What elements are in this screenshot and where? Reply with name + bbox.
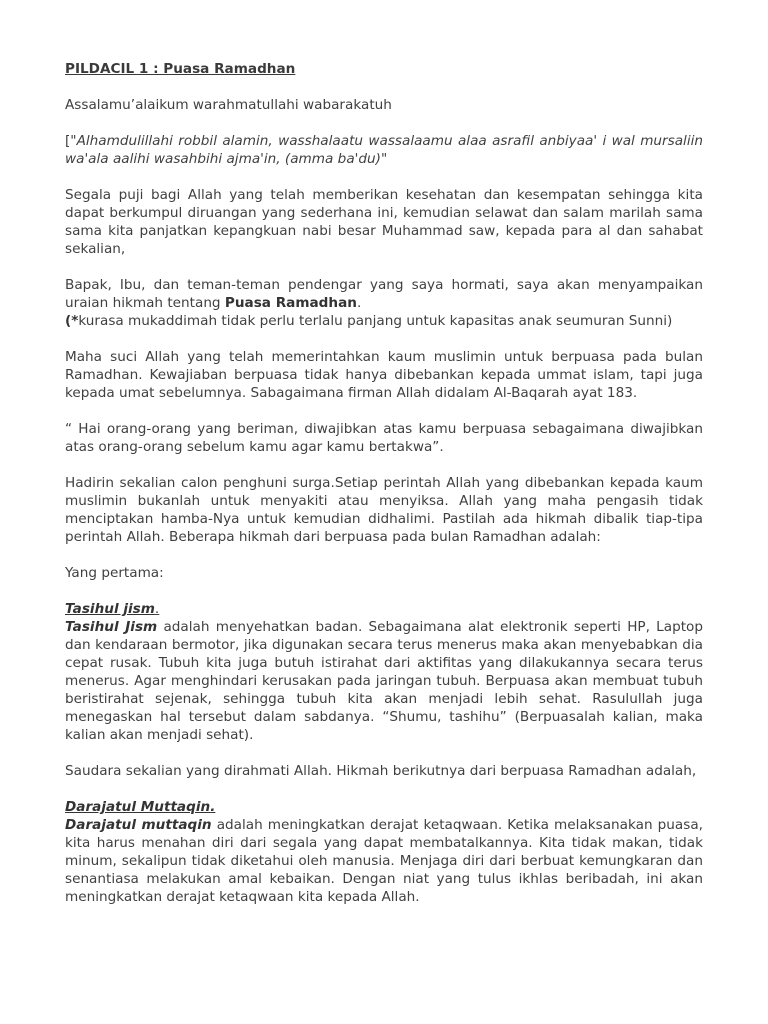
arabic-opening [65,132,703,168]
document-page [65,60,703,924]
section-heading-darajatul [65,798,703,816]
note-text: kurasa mukaddimah tidak perlu terlalu panjang untuk kapasitas anak seumuran Sunni) [78,313,673,329]
section-tasihul-jism [65,600,703,744]
section-darajatul-muttaqin [65,798,703,906]
note-open-paren: ( [65,313,72,329]
section-body-tasihul: adalah menyehatkan badan. Sebagaimana alat elektronik seperti HP, Laptop dan kendaraan bermotor, jika digunakan secara terus menerus maka akan menyebabkan dia cepat rusak. Tubuh kita juga butuh istirahat dari aktifitas yang dilakukannya secara terus menerus. Agar menghindari kerusakan pada jaringan tubuh. Berpuasa akan membuat tubuh beristirahat sejenak, sehingga tubuh kita akan menjadi lebih sehat. Rasulullah juga menegaskan hal tersebut dalam sabdanya. “Shumu, tashihu” (Berpuasalah kalian, maka kalian akan menjadi sehat). [65,619,703,743]
arabic-text: Alhamdulillahi robbil alamin, wasshalaatu wassalaamu alaa asrafil anbiyaa' i wal mursaliin wa'ala aalihi wasahbihi ajma'in, (amma ba'du) [65,133,703,167]
paragraph-first: Yang pertama: [65,565,164,581]
paragraph-praise: Segala puji bagi Allah yang telah memberikan kesehatan dan kesempatan sehingga kita dapat berkumpul diruangan yang sederhana ini, kemudian selawat dan salam marilah sama sama kita panjatkan kepangkuan nabi besar Muhammad saw, kepada para al dan sahabat sekalian, [65,187,703,257]
section-heading-tasihul-dot: . [154,601,160,617]
paragraph-saudara: Saudara sekalian yang dirahmati Allah. Hikmah berikutnya dari berpuasa Ramadhan adalah, [65,763,697,779]
paragraph-hadirin: Hadirin sekalian calon penghuni surga.Setiap perintah Allah yang dibebankan kepada kaum muslimin bukanlah untuk menyakiti atau menyiksa. Allah yang maha pengasih tidak menciptakan hamba-Nya untuk kemudian didhalimi. Pastilah ada hikmah dibalik tiap-tipa perintah Allah. Beberapa hikmah dari berpuasa pada bulan Ramadhan adalah: [65,475,703,545]
section-body-darajatul: adalah meningkatkan derajat ketaqwaan. Ketika melaksanakan puasa, kita harus menahan diri dari segala yang dapat membatalkannya. Kita tidak makan, tidak minum, sekalipun tidak diketahui oleh manusia. Menjaga diri dari berbuat kemungkaran dan senantiasa melakukan amal kebaikan. Dengan niat yang tulus ikhlas beribadah, ini akan meningkatkan derajat ketaqwaan kita kepada Allah. [65,817,703,905]
section-heading-darajatul-dot: . [210,799,216,815]
note-star: * [71,313,79,329]
section-heading-tasihul-text: Tasihul jism [65,601,155,617]
address-period: . [356,295,362,311]
paragraph-quran-quote: “ Hai orang-orang yang beriman, diwajibkan atas kamu berpuasa sebagaimana diwajibkan atas orang-orang sebelum kamu agar kamu bertakwa”. [65,421,703,455]
arabic-close-quote: " [380,151,388,167]
document-title-line [65,60,703,78]
address-topic: Puasa Ramadhan [224,295,357,311]
section-heading-tasihul [65,600,703,618]
paragraph-address [65,276,703,330]
paragraph-maha-suci: Maha suci Allah yang telah memerintahkan kaum muslimin untuk berpuasa pada bulan Ramadhan. Kewajiaban berpuasa tidak hanya dibebankan kepada ummat islam, tapi juga kepada umat sebelumnya. Sabagaimana firman Allah didalam Al-Baqarah ayat 183. [65,349,703,401]
document-title: PILDACIL 1 : Puasa Ramadhan [65,61,296,77]
section-heading-darajatul-text: Darajatul Muttaqin [65,799,211,815]
section-term-darajatul: Darajatul muttaqin [65,817,212,833]
address-text: Bapak, Ibu, dan teman-teman pendengar yang saya hormati, saya akan menyampaikan uraian hikmah tentang [65,277,703,311]
section-term-tasihul: Tasihul Jism [65,619,158,635]
greeting: Assalamu’alaikum warahmatullahi wabarakatuh [65,97,392,113]
arabic-open-bracket: [" [65,133,77,149]
